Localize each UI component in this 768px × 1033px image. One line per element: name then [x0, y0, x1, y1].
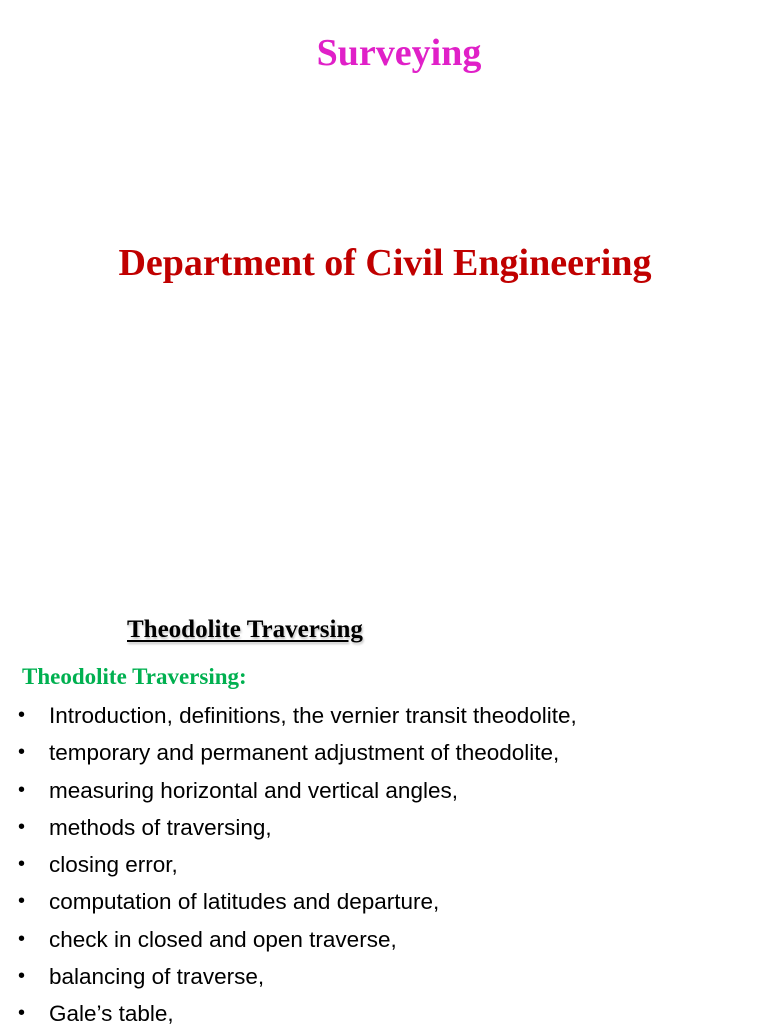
list-item-text: Gale’s table, [49, 1001, 174, 1027]
list-item-text: Introduction, definitions, the vernier transit theodolite, [49, 703, 577, 728]
bullet-icon: • [18, 778, 26, 801]
topic-list [0, 697, 768, 1033]
subheading: Theodolite Traversing: [22, 664, 247, 689]
list-item [0, 921, 768, 958]
list-item-text: closing error, [49, 852, 178, 878]
list-item [0, 995, 768, 1032]
bullet-icon: • [18, 741, 26, 764]
list-item [0, 846, 768, 883]
bullet-icon: • [18, 965, 26, 988]
list-item-text: temporary and permanent adjustment of theodolite, [49, 740, 560, 766]
bullet-icon: • [18, 927, 26, 950]
list-item-text: measuring horizontal and vertical angles, [49, 777, 458, 803]
list-item [0, 809, 768, 846]
bullet-icon: • [18, 853, 26, 876]
list-item [0, 734, 768, 771]
bullet-icon: • [18, 815, 26, 838]
list-item [0, 697, 768, 734]
list-item [0, 883, 768, 920]
list-item-text: computation of latitudes and departure, [49, 889, 440, 915]
list-item [0, 772, 768, 809]
list-item-text: methods of traversing, [49, 814, 272, 840]
section-heading: Theodolite Traversing [127, 616, 363, 643]
course-title: Surveying [316, 32, 482, 74]
bullet-icon: • [18, 704, 26, 726]
department-title: Department of Civil Engineering [118, 242, 652, 284]
list-item-text: check in closed and open traverse, [49, 926, 397, 952]
list-item [0, 958, 768, 995]
bullet-icon: • [18, 890, 26, 913]
bullet-icon: • [18, 1002, 26, 1025]
list-item-text: balancing of traverse, [49, 964, 265, 990]
